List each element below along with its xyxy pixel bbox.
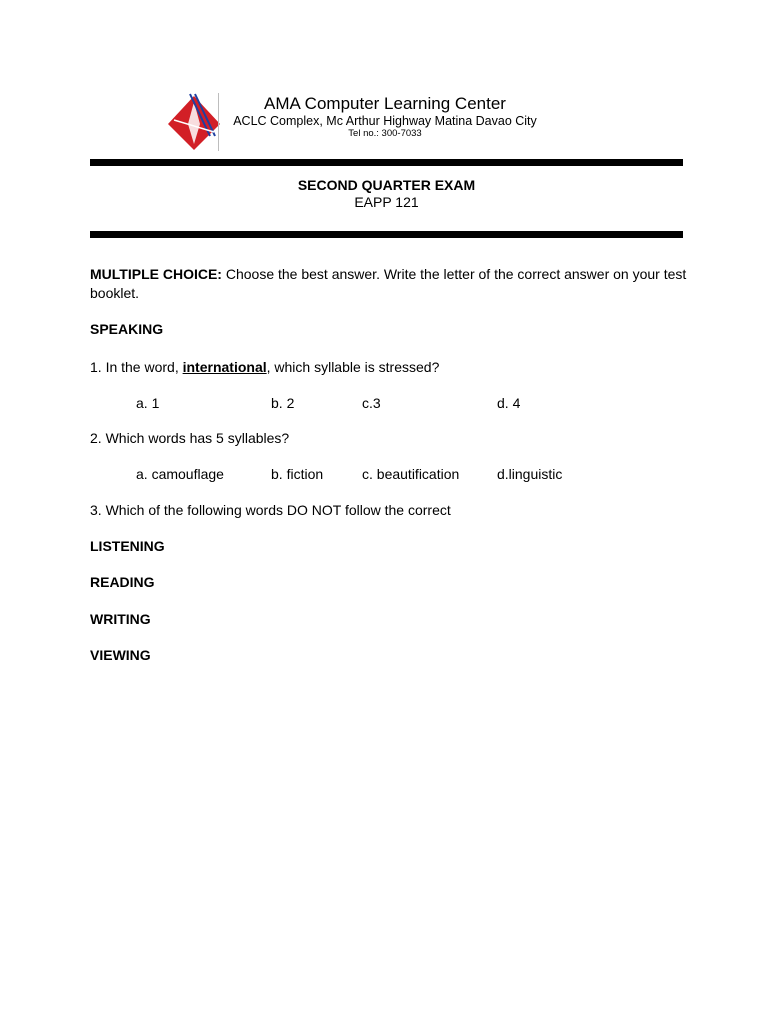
exam-course-code: EAPP 121 [354,194,419,210]
question-2-choice-a: a. camouflage [136,466,224,482]
org-address: ACLC Complex, Mc Arthur Highway Matina Davao City [233,114,537,128]
logo-divider [218,93,219,151]
question-2-choice-c: c. beautification [362,466,460,482]
question-3: 3. Which of the following words DO NOT follow the correct [90,502,451,518]
instructions-text: Choose the best answer. Write the letter of the correct answer on your test booklet. [90,266,687,301]
section-speaking: SPEAKING [90,321,164,337]
question-2-choice-b: b. fiction [271,466,324,482]
question-2-choice-d: d.linguistic [497,466,563,482]
question-1-choice-d: d. 4 [497,395,521,411]
question-2: 2. Which words has 5 syllables? [90,430,290,446]
question-1-choice-c: c.3 [362,395,381,411]
instructions-label: MULTIPLE CHOICE: [90,266,222,282]
question-1-prefix: 1. In the word, [90,359,183,375]
section-writing: WRITING [90,611,151,627]
section-reading: READING [90,574,155,590]
instructions [90,265,690,303]
section-listening: LISTENING [90,538,165,554]
org-name: AMA Computer Learning Center [264,94,506,113]
ama-logo-icon [166,92,222,154]
question-1-choice-b: b. 2 [271,395,295,411]
question-1-keyword: international [182,359,267,375]
bottom-divider-rule [90,231,683,238]
top-divider-rule [90,159,683,166]
section-viewing: VIEWING [90,647,151,663]
org-telephone: Tel no.: 300-7033 [348,128,422,139]
question-1-suffix: , which syllable is stressed? [266,359,440,375]
question-1 [90,358,439,377]
exam-title: SECOND QUARTER EXAM [297,177,476,193]
question-1-choice-a: a. 1 [136,395,160,411]
